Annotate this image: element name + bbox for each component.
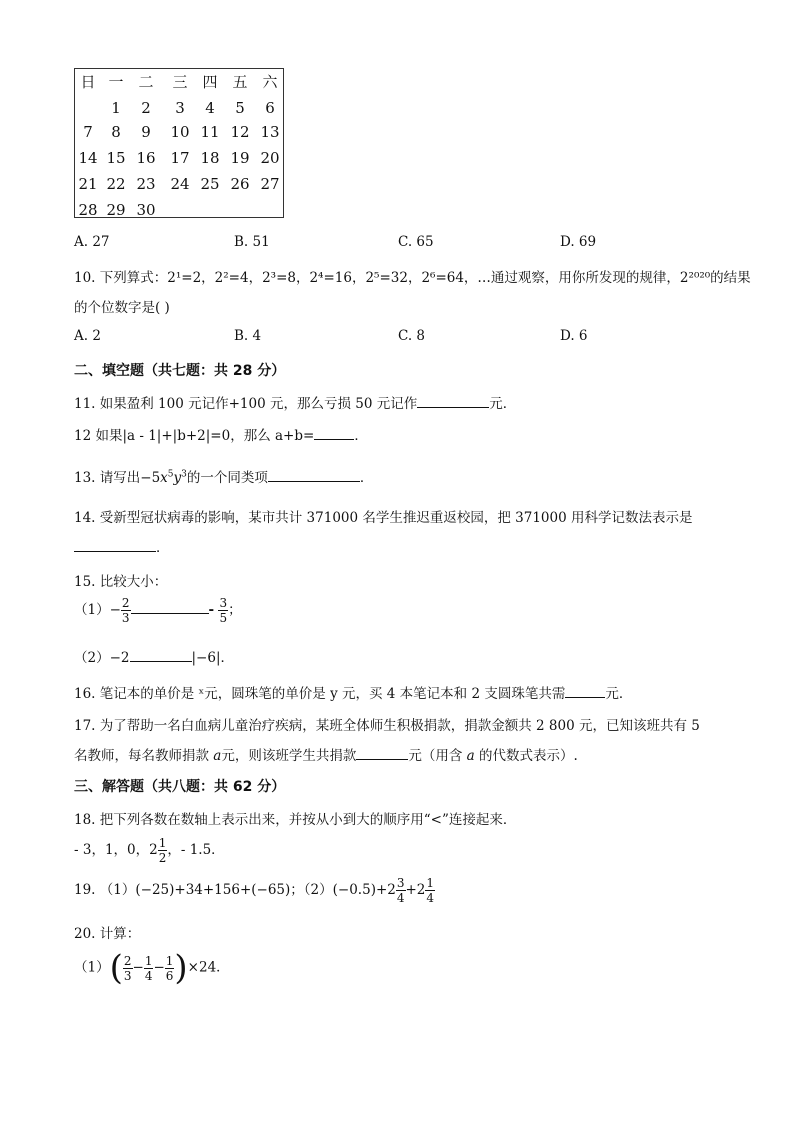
q19-label: 19. （1） <box>74 882 136 898</box>
section-2-heading: 二、填空题（共七题：共 28 分） <box>74 363 286 379</box>
calendar-day-cell: 15 <box>106 149 126 167</box>
calendar-header-cell: 六 <box>262 73 278 91</box>
q17-answer-blank[interactable] <box>356 745 408 760</box>
calendar-day-cell: 22 <box>106 175 126 193</box>
q19-expr2: (−0.5)+2 $\frac{3}{4}$ +2 $\frac{1}{4}$ <box>332 876 435 905</box>
calendar-day-cell: 2 <box>141 99 151 117</box>
q11-text: 11. 如果盈利 100 元记作+100 元，那么亏损 50 元记作 <box>74 396 418 412</box>
q18-line1: 18. 把下列各数在数轴上表示出来，并按从小到大的顺序用“<”连接起来． <box>74 812 517 828</box>
q13-post: 的一个同类项 <box>186 470 268 486</box>
q10-option-d: D. 6 <box>560 328 588 344</box>
calendar-day-cell: 7 <box>83 123 93 141</box>
q20-title: 20. 计算： <box>74 926 141 942</box>
q9-option-c: C. 65 <box>398 234 434 250</box>
q13 <box>74 466 373 486</box>
q10-option-a: A. 2 <box>74 328 101 344</box>
q18-line2: - 3，1，0，2 $\frac{1}{2}$ ，- 1.5． <box>74 836 225 865</box>
calendar-header-cell: 二 <box>138 73 154 91</box>
q12 <box>74 424 368 444</box>
calendar-day-cell: 29 <box>106 201 126 219</box>
q15-p2-label: （2） <box>74 650 110 666</box>
q15-part1: （1）− $\frac{2}{3}$ - $\frac{3}{5}$ ； <box>74 596 242 625</box>
calendar-day-cell: 23 <box>136 175 156 193</box>
section-3-heading: 三、解答题（共八题：共 62 分） <box>74 779 286 795</box>
calendar-day-cell: 6 <box>265 99 275 117</box>
calendar-day-cell: 25 <box>200 175 220 193</box>
calendar-header-cell: 日 <box>80 73 96 91</box>
calendar-day-cell: 11 <box>200 123 220 141</box>
calendar-day-cell: 19 <box>230 149 250 167</box>
calendar-day-cell: 1 <box>111 99 121 117</box>
q15-p1-label: （1） <box>74 602 110 618</box>
q12-tail: ． <box>354 428 368 444</box>
q15-p2-answer-blank[interactable] <box>130 647 192 662</box>
q11-tail: 元． <box>489 396 517 412</box>
q19-expr1: (−25)+34+156+(−65) <box>135 882 291 898</box>
q10-line2: 的个位数字是( ) <box>74 300 170 316</box>
q16-tail: 元． <box>605 686 633 702</box>
calendar-day-cell: 27 <box>260 175 280 193</box>
calendar-header-cell: 三 <box>172 73 188 91</box>
calendar-table <box>74 68 284 218</box>
calendar-day-cell: 3 <box>175 99 185 117</box>
q14-line1: 14. 受新型冠状病毒的影响，某市共计 371000 名学生推迟重返校园，把 371000 用科学记数法表示是 <box>74 510 693 526</box>
q12-text: 12 如果|a - 1|+|b+2|=0，那么 a+b= <box>74 428 315 444</box>
calendar-day-cell: 16 <box>136 149 156 167</box>
q14-line2 <box>74 536 170 556</box>
calendar-day-cell: 12 <box>230 123 250 141</box>
calendar-day-cell: 13 <box>260 123 280 141</box>
q16 <box>74 682 632 702</box>
q15-p1-answer-blank[interactable] <box>131 599 209 614</box>
calendar-day-cell: 26 <box>230 175 250 193</box>
calendar-day-cell: 10 <box>170 123 190 141</box>
q18-fraction: $\frac{1}{2}$ <box>158 836 167 865</box>
calendar-day-cell: 5 <box>235 99 245 117</box>
q14-answer-blank[interactable] <box>74 537 156 552</box>
q13-pre: 13. 请写出 <box>74 470 141 486</box>
q16-text: 16. 笔记本的单价是 ˣ元，圆珠笔的单价是 y 元，买 4 本笔记本和 2 支圆珠笔共需 <box>74 686 566 702</box>
q11 <box>74 392 516 412</box>
q20-part1: （1）( $\frac{2}{3}$ − $\frac{1}{4}$ − $\frac{1}{6}$ )×24． <box>74 948 230 988</box>
q15-part2: （2）−2 |−6|． <box>74 646 234 666</box>
calendar-day-cell: 18 <box>200 149 220 167</box>
calendar-day-cell: 30 <box>136 201 156 219</box>
q19: 19. （1）(−25)+34+156+(−65)；（2）(−0.5)+2 $\frac{3}{4}$ +2 $\frac{1}{4}$ <box>74 876 435 905</box>
q10-option-b: B. 4 <box>234 328 262 344</box>
calendar-day-cell: 17 <box>170 149 190 167</box>
q9-option-b: B. 51 <box>234 234 270 250</box>
q11-answer-blank[interactable] <box>417 393 489 408</box>
q15-title: 15. 比较大小： <box>74 574 168 590</box>
q14-tail: ． <box>156 540 170 556</box>
q9-option-d: D. 69 <box>560 234 597 250</box>
q13-answer-blank[interactable] <box>268 467 360 482</box>
calendar-day-cell: 21 <box>78 175 98 193</box>
q17-line2: 名教师，每名教师捐款 a元，则该班学生共捐款 元（用含 a 的代数式表示）. <box>74 744 578 764</box>
calendar-header-cell: 四 <box>202 73 218 91</box>
q13-expression: $-5x^5y^3$ <box>140 469 187 486</box>
q10-option-c: C. 8 <box>398 328 426 344</box>
q9-option-a: A. 27 <box>74 234 110 250</box>
calendar-day-cell: 28 <box>78 201 98 219</box>
q10-line1: 10. 下列算式：2¹=2，2²=4，2³=8，2⁴=16，2⁵=32，2⁶=64，…通过观察，用你所发现的规律，2²⁰²⁰的结果 <box>74 270 751 286</box>
calendar-header-cell: 五 <box>232 73 248 91</box>
calendar-day-cell: 24 <box>170 175 190 193</box>
q17-line1: 17. 为了帮助一名白血病儿童治疗疾病，某班全体师生积极捐款，捐款金额共 2 800 元，已知该班共有 5 <box>74 718 700 734</box>
calendar-day-cell: 20 <box>260 149 280 167</box>
q15-p1-fraction-a: $\frac{2}{3}$ <box>121 596 130 625</box>
q15-p1-fraction-b: $\frac{3}{5}$ <box>219 596 228 625</box>
calendar-day-cell: 8 <box>111 123 121 141</box>
calendar-header-cell: 一 <box>108 73 124 91</box>
q12-answer-blank[interactable] <box>314 425 354 440</box>
q13-tail: ． <box>359 470 374 486</box>
calendar-day-cell: 4 <box>205 99 215 117</box>
q16-answer-blank[interactable] <box>565 683 605 698</box>
calendar-day-cell: 14 <box>78 149 98 167</box>
calendar-day-cell: 9 <box>141 123 151 141</box>
q20-label: （1） <box>74 959 110 976</box>
